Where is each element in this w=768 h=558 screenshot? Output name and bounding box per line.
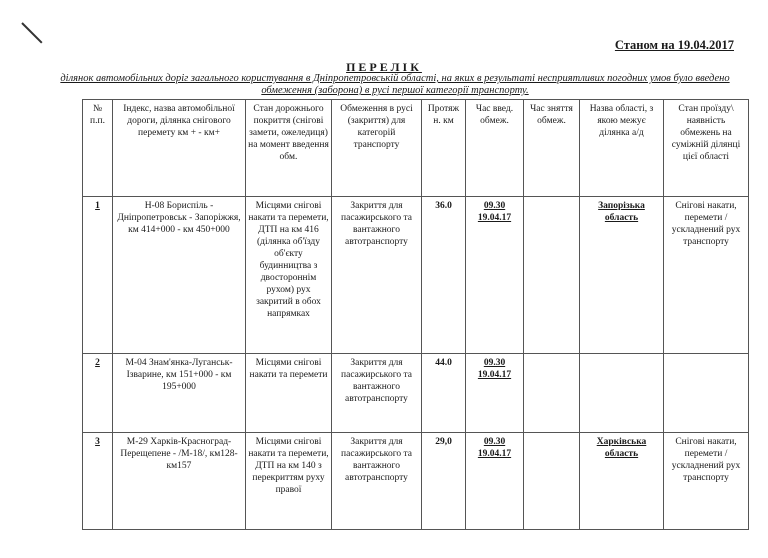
as-of-date: Станом на 19.04.2017 [614,38,734,52]
road-state: Місцями снігові накати та перемети, ДТП на км 416 (ділянка об'їзду об'єкту будинництва з двостороннім рухом) рух закритий в обох напрямках [246,197,332,354]
road-state: Місцями снігові накати та перемети [246,354,332,433]
col-header-time-lifted: Час зняття обмеж. [524,100,580,197]
table-row [83,354,749,433]
restriction: Закриття для пасажирського та вантажного автотранспорту [332,433,422,530]
row-number: 2 [83,354,113,433]
table-row [83,197,749,354]
time-value: 09.30 [483,358,506,368]
road-name: Н-08 Бориспіль - Дніпропетровськ - Запоріжжя, км 414+000 - км 450+000 [113,197,246,354]
road-name: М-29 Харків-Красноград-Перещепене - /М-18/, км128- км157 [113,433,246,530]
date-value: 19.04.17 [477,370,512,380]
col-header-region: Назва області, з якою межує ділянка а/д [580,100,664,197]
col-header-adjacent: Стан проїзду\ наявність обмежень на суміжній ділянці цієї області [664,100,749,197]
adjacent-state: Снігові накати, перемети /ускладнений рух транспорту [664,197,749,354]
col-header-length: Протяж н. км [422,100,466,197]
document-subtitle: ділянок автомобільних доріг загального користування в Дніпропетровській області, на яких в результаті несприятливих погодних умов було введено обмеження (заборона) в русі першої категорії транспорту. [60,73,730,96]
time-value: 09.30 [483,437,506,447]
pen-mark [21,22,42,43]
table-row [83,433,749,530]
length-km: 29,0 [422,433,466,530]
restriction: Закриття для пасажирського та вантажного автотранспорту [332,197,422,354]
time-introduced [466,354,524,433]
adjacent-region [580,354,664,433]
restriction: Закриття для пасажирського та вантажного автотранспорту [332,354,422,433]
time-lifted [524,354,580,433]
col-header-time-introduced: Час введ. обмеж. [466,100,524,197]
col-header-road: Індекс, назва автомобільної дороги, ділянка снігового перемету км + - км+ [113,100,246,197]
adjacent-region: Запорізька область [580,197,664,354]
col-header-restriction: Обмеження в русі (закриття) для категорій транспорту [332,100,422,197]
table-header-row [83,100,749,197]
document-title: ПЕРЕЛІК [346,60,422,74]
row-number: 3 [83,433,113,530]
time-introduced [466,197,524,354]
road-name: М-04 Знам'янка-Луганськ-Ізварине, км 151+000 - км 195+000 [113,354,246,433]
adjacent-state [664,354,749,433]
time-value: 09.30 [483,201,506,211]
time-introduced [466,433,524,530]
length-km: 36.0 [422,197,466,354]
restrictions-table [82,99,749,530]
adjacent-region: Харківська область [580,433,664,530]
road-state: Місцями снігові накати та перемети, ДТП на км 140 з перекриттям руху правої [246,433,332,530]
length-km: 44.0 [422,354,466,433]
adjacent-state: Снігові накати, перемети /ускладнений рух транспорту [664,433,749,530]
col-header-number: № п.п. [83,100,113,197]
date-value: 19.04.17 [477,449,512,459]
date-value: 19.04.17 [477,213,512,223]
time-lifted [524,433,580,530]
time-lifted [524,197,580,354]
col-header-state: Стан дорожнього покриття (снігові замети, ожеледиця) на момент введення обм. [246,100,332,197]
row-number: 1 [83,197,113,354]
